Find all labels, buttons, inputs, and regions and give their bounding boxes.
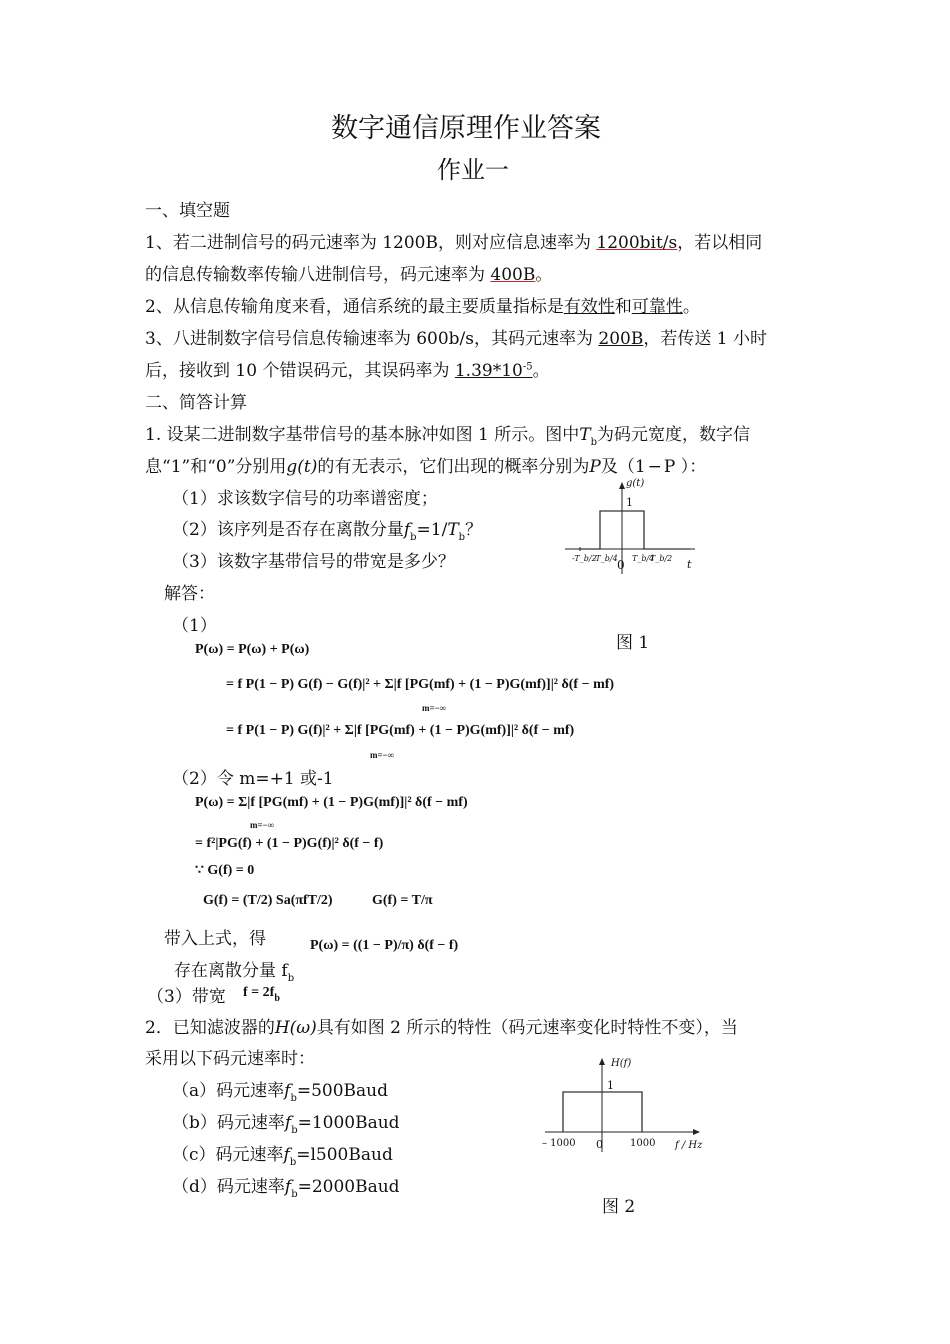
fig2-one-label: 1 (607, 1079, 614, 1092)
q3-answer-2: $1.39*10^{-5}$ (454, 361, 533, 381)
eq-g1-fb: G(f) = T/π (372, 893, 433, 908)
fig1-tick: 0 (617, 558, 625, 572)
eq-psd-1: P(ω) = P(ω) + P(ω) (195, 642, 310, 657)
fig1-ylabel: g(t) (626, 478, 645, 489)
p1-solution-2: （2）令 m=+1 或-1 (172, 769, 334, 789)
fig1-xlabel: t (687, 558, 692, 571)
q1-answer-1: 1200bit/s (596, 233, 678, 253)
p1-discrete-exists: 存在离散分量 $f_b$ (174, 961, 295, 984)
q2-line: 2、从信息传输角度来看，通信系统的最主要质量指标是有效性和可靠性。 (145, 297, 700, 317)
q2-answer-1: 有效性 (563, 297, 615, 317)
fig2-tick-zero: 0 (596, 1138, 603, 1151)
p1-sub2: （2）该序列是否存在离散分量$f_b=1/T_b$？ (172, 520, 483, 543)
q1-line1: 1、若二进制信号的码元速率为 1200B，则对应信息速率为 1200bit/s，若以相同 (145, 233, 763, 253)
p2-line2: 采用以下码元速率时： (145, 1049, 315, 1069)
eq-g0-zero: ∵ G(f) = 0 (195, 863, 255, 878)
q3-line2: 后，接收到 10 个错误码元，其误码率为 $1.39*10^{-5}$。 (145, 361, 550, 381)
p1-line2: 息“1”和“0”分别用g(t)的有无表示，它们出现的概率分别为P及（1 − P ）： (145, 457, 707, 477)
fig2-caption: 图 2 (602, 1197, 636, 1217)
eq-sum-lower-2: m=−∞ (370, 750, 395, 760)
p1-solution-1: （1） (172, 616, 217, 636)
fig2-xlabel: f / Hz (675, 1140, 703, 1151)
q3-line1: 3、八进制数字信号信息传输速率为 600b/s，其码元速率为 200B，若传送 1 小时 (145, 329, 767, 349)
section-fill-blank: 一、填空题 (145, 201, 230, 221)
fig1-one-label: 1 (626, 496, 633, 509)
eq-sum-lower-1: m=−∞ (422, 703, 447, 713)
figure-1 (560, 476, 710, 581)
section-calc: 二、简答计算 (145, 393, 247, 413)
q1-answer-2: 400B (490, 265, 536, 285)
q3-answer-1: 200B (598, 329, 644, 349)
p1-solution-label: 解答： (164, 584, 215, 604)
eq-psd-3: = f P(1 − P) G(f)|² + Σ|f [PG(mf) + (1 − P)G(mf)]|² δ(f − mf) (226, 723, 575, 738)
fig1-tick: T_b/2 (650, 554, 673, 563)
p2-item-c: （c）码元速率$f_b=l500Baud$ (172, 1145, 393, 1168)
p1-solution-3: （3）带宽 (147, 987, 226, 1007)
eq-discrete-2: = f²|PG(f) + (1 − P)G(f)|² δ(f − f) (195, 836, 384, 851)
p1-line1: 1. 设某二进制数字基带信号的基本脉冲如图 1 所示。图中$T_b$为码元宽度，数字信 (145, 425, 750, 448)
eq-psd-2: = f P(1 − P) G(f) − G(f)|² + Σ|f [PG(mf) + (1 − P)G(mf)]|² δ(f − mf) (226, 677, 615, 692)
eq-discrete-1: P(ω) = Σ|f [PG(mf) + (1 − P)G(mf)]|² δ(f − mf) (195, 795, 468, 810)
fig1-tick: T_b/4 (632, 554, 655, 563)
fig1-tick: -T_b/4 (593, 554, 618, 563)
p1-sub3: （3）该数字基带信号的带宽是多少？ (172, 552, 455, 572)
p2-item-a: （a）码元速率$f_b=500Baud$ (172, 1081, 388, 1104)
page-subtitle: 作业一 (437, 156, 509, 184)
fig2-tick-neg: – 1000 (542, 1138, 576, 1149)
p1-substitute: 带入上式，得 (164, 929, 266, 949)
eq-pv-result: P(ω) = ((1 − P)/π) δ(f − f) (310, 938, 459, 953)
eq-g1: G(f) = (T/2) Sa(πfT/2) (203, 893, 333, 908)
page-title: 数字通信原理作业答案 (331, 113, 601, 144)
q2-answer-2: 可靠性 (631, 297, 683, 317)
fig1-tick: -T_b/2 (572, 554, 597, 563)
eq-bandwidth: $f = 2f_b$ (243, 985, 280, 1004)
eq-sum-lower-3: m=−∞ (250, 820, 275, 830)
figure-2 (535, 1052, 715, 1162)
p1-sub1: （1）求该数字信号的功率谱密度； (172, 489, 438, 509)
p2-line1: 2．已知滤波器的H(ω)具有如图 2 所示的特性（码元速率变化时特性不变），当 (145, 1018, 738, 1038)
fig1-caption: 图 1 (616, 633, 650, 653)
fig2-tick-pos: 1000 (630, 1138, 656, 1149)
p2-item-d: （d）码元速率$f_b=2000Baud$ (172, 1177, 400, 1200)
p2-item-b: （b）码元速率$f_b=1000Baud$ (172, 1113, 400, 1136)
q1-line2: 的信息传输数率传输八进制信号，码元速率为 400B。 (145, 265, 553, 285)
fig2-ylabel: H(f) (611, 1058, 632, 1069)
